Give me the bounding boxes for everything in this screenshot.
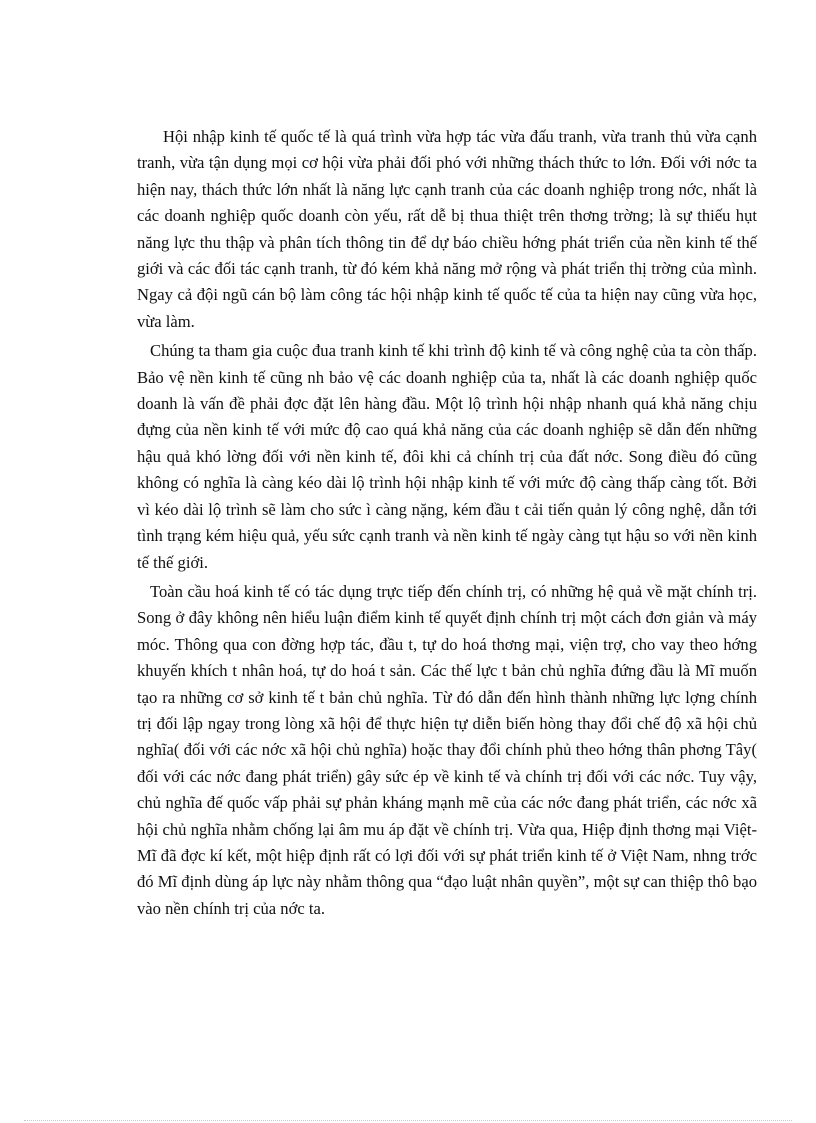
paragraph-3: Toàn cầu hoá kinh tế có tác dụng trực tiếp đến chính trị, có những hệ quả về mặt chính trị. Song ở đây không nên hiểu luận điểm kinh tế quyết định chính trị một cách đơn giản và máy móc. Thông qua con đờng hợp tác, đầu t, tự do hoá thơng mại, viện trợ, cho vay theo hớng khuyến khích t nhân hoá, tự do hoá t sản. Các thế lực t bản chủ nghĩa đứng đầu là Mĩ muốn tạo ra những cơ sở kinh tế t bản chủ nghĩa. Từ đó dẫn đến hình thành những lực lợng chính trị đối lập ngay trong lòng xã hội để thực hiện tự diễn biến hòng thay đổi chế độ xã hội chủ nghĩa( đối với các nớc xã hội chủ nghĩa) hoặc thay đổi chính phủ theo hớng thân phơng Tây( đối với các nớc đang phát triển) gây sức ép về kinh tế và chính trị đối với các nớc. Tuy vậy, chủ nghĩa đế quốc vấp phải sự phản kháng mạnh mẽ của các nớc đang phát triển, các nớc xã hội chủ nghĩa nhằm chống lại âm mu áp đặt về chính trị. Vừa qua, Hiệp định thơng mại Việt- Mĩ đã đợc kí kết, một hiệp định rất có lợi đối với sự phát triển kinh tế ở Việt Nam, nhng trớc đó Mĩ định dùng áp lực này nhằm thông qua “đạo luật nhân quyền”, một sự can thiệp thô bạo vào nền chính trị của nớc ta. (137, 581, 757, 918)
document-body (137, 124, 757, 922)
paragraph-1: Hội nhập kinh tế quốc tế là quá trình vừa hợp tác vừa đấu tranh, vừa tranh thủ vừa cạnh tranh, vừa tận dụng mọi cơ hội vừa phải đối phó với những thách thức to lớn. Đối với nớc ta hiện nay, thách thức lớn nhất là năng lực cạnh tranh của các doanh nghiệp trong nớc, nhất là các doanh nghiệp quốc doanh còn yếu, rất dễ bị thua thiệt trên thơng trờng; là sự thiếu hụt năng lực thu thập và phân tích thông tin để dự báo chiều hớng phát triển của nền kinh tế thế giới và các đối tác cạnh tranh, từ đó kém khả năng mở rộng và phát triển thị trờng của mình. Ngay cả đội ngũ cán bộ làm công tác hội nhập kinh tế quốc tế của ta hiện nay cũng vừa học, vừa làm. (137, 127, 757, 331)
page-bottom-divider (24, 1120, 792, 1121)
paragraph-2: Chúng ta tham gia cuộc đua tranh kinh tế khi trình độ kinh tế và công nghệ của ta còn thấp. Bảo vệ nền kinh tế cũng nh bảo vệ các doanh nghiệp của ta, nhất là các doanh nghiệp quốc doanh là vấn đề phải đợc đặt lên hàng đầu. Một lộ trình hội nhập nhanh quá khả năng chịu đựng của nền kinh tế với mức độ cao quá khả năng của các doanh nghiệp sẽ dẫn đến những hậu quả khó lờng đối với nền kinh tế, đôi khi cả chính trị của đất nớc. Song điều đó cũng không có nghĩa là càng kéo dài lộ trình hội nhập kinh tế với mức độ càng thấp càng tốt. Bởi vì kéo dài lộ trình sẽ làm cho sức ì càng nặng, kém đầu t cải tiến quản lý công nghệ, dẫn tới tình trạng kém hiệu quả, yếu sức cạnh tranh và nền kinh tế ngày càng tụt hậu so với nền kinh tế thế giới. (137, 341, 757, 572)
